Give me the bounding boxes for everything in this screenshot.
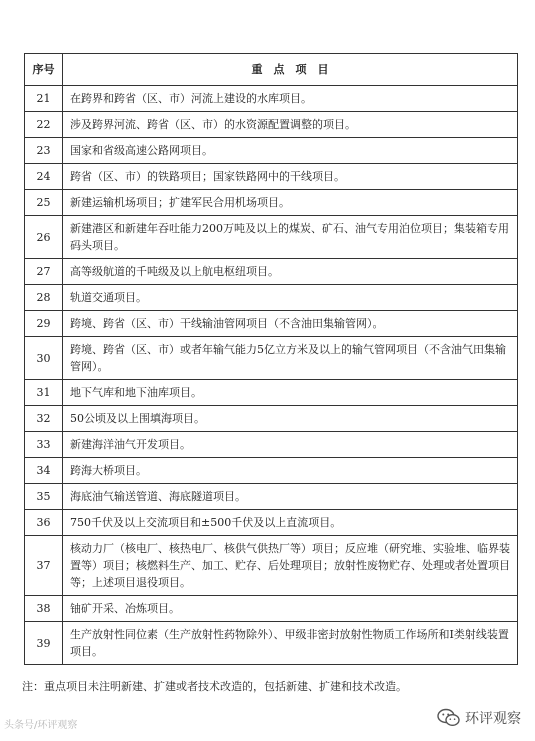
row-project: 地下气库和地下油库项目。	[63, 380, 518, 406]
row-serial: 34	[25, 458, 63, 484]
row-serial: 27	[25, 259, 63, 285]
row-serial: 24	[25, 164, 63, 190]
row-project: 跨境、跨省（区、市）干线输油管网项目（不含油田集输管网）。	[63, 311, 518, 337]
row-serial: 32	[25, 406, 63, 432]
table-row	[25, 596, 518, 622]
table-row	[25, 406, 518, 432]
row-project: 涉及跨界河流、跨省（区、市）的水资源配置调整的项目。	[63, 112, 518, 138]
row-serial: 33	[25, 432, 63, 458]
footnote: 注：重点项目未注明新建、扩建或者技术改造的，包括新建、扩建和技术改造。	[22, 680, 407, 693]
table-row	[25, 190, 518, 216]
row-serial: 23	[25, 138, 63, 164]
key-projects-table	[24, 53, 518, 665]
row-serial: 35	[25, 484, 63, 510]
row-serial: 22	[25, 112, 63, 138]
watermark-right-text: 环评观察	[465, 711, 521, 727]
row-project: 生产放射性同位素（生产放射性药物除外）、甲级非密封放射性物质工作场所和Ⅰ类射线装置项目。	[63, 622, 518, 665]
row-serial: 37	[25, 536, 63, 596]
table-row	[25, 458, 518, 484]
row-serial: 25	[25, 190, 63, 216]
row-project: 750千伏及以上交流项目和±500千伏及以上直流项目。	[63, 510, 518, 536]
table-body	[25, 86, 518, 665]
table-header-row	[25, 54, 518, 86]
table-row	[25, 86, 518, 112]
row-project: 在跨界和跨省（区、市）河流上建设的水库项目。	[63, 86, 518, 112]
row-project: 新建运输机场项目；扩建军民合用机场项目。	[63, 190, 518, 216]
row-project: 跨海大桥项目。	[63, 458, 518, 484]
row-serial: 38	[25, 596, 63, 622]
row-serial: 21	[25, 86, 63, 112]
row-project: 跨境、跨省（区、市）或者年输气能力5亿立方米及以上的输气管网项目（不含油气田集输管网）。	[63, 337, 518, 380]
row-serial: 39	[25, 622, 63, 665]
row-project: 高等级航道的千吨级及以上航电枢纽项目。	[63, 259, 518, 285]
table-row	[25, 112, 518, 138]
wechat-icon	[437, 708, 461, 728]
table-row	[25, 337, 518, 380]
row-serial: 36	[25, 510, 63, 536]
row-project: 铀矿开采、冶炼项目。	[63, 596, 518, 622]
row-serial: 31	[25, 380, 63, 406]
table-row	[25, 432, 518, 458]
row-project: 核动力厂（核电厂、核热电厂、核供气供热厂等）项目；反应堆（研究堆、实验堆、临界装置等）项目；核燃料生产、加工、贮存、后处理项目；放射性废物贮存、处理或者处置项目等；上述项目退役项目。	[63, 536, 518, 596]
table-row	[25, 164, 518, 190]
row-project: 50公顷及以上围填海项目。	[63, 406, 518, 432]
table-row	[25, 622, 518, 665]
row-project: 新建海洋油气开发项目。	[63, 432, 518, 458]
row-project: 新建港区和新建年吞吐能力200万吨及以上的煤炭、矿石、油气专用泊位项目；集装箱专用码头项目。	[63, 216, 518, 259]
row-project: 海底油气输送管道、海底隧道项目。	[63, 484, 518, 510]
header-projects: 重 点 项 目	[63, 54, 518, 86]
watermark-left: 头条号/环评观察	[4, 720, 78, 731]
table-row	[25, 138, 518, 164]
row-project: 跨省（区、市）的铁路项目；国家铁路网中的干线项目。	[63, 164, 518, 190]
table-row	[25, 285, 518, 311]
table-row	[25, 484, 518, 510]
table-row	[25, 510, 518, 536]
row-serial: 28	[25, 285, 63, 311]
header-serial: 序号	[25, 54, 63, 86]
watermark-right	[437, 708, 521, 728]
row-serial: 30	[25, 337, 63, 380]
table-row	[25, 536, 518, 596]
table-row	[25, 311, 518, 337]
table-row	[25, 380, 518, 406]
key-projects-table-container	[24, 53, 518, 665]
table-row	[25, 259, 518, 285]
row-serial: 29	[25, 311, 63, 337]
table-row	[25, 216, 518, 259]
row-project: 轨道交通项目。	[63, 285, 518, 311]
row-project: 国家和省级高速公路网项目。	[63, 138, 518, 164]
row-serial: 26	[25, 216, 63, 259]
